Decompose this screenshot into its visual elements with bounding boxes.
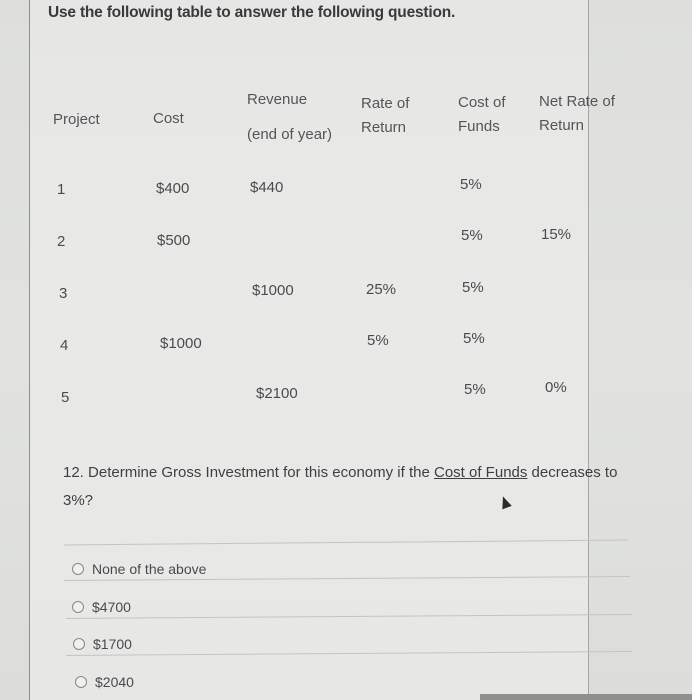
answer-option-1700[interactable] [73,636,132,652]
taskbar-edge [480,694,692,700]
radio-button-icon[interactable] [72,563,84,575]
radio-button-icon[interactable] [73,638,85,650]
answer-option-none-of-the-above[interactable] [72,561,206,577]
header-cof-line1: Cost of [458,94,506,111]
header-ror-line1: Rate of [361,95,410,112]
header-ror-line2: Return [361,119,407,136]
header-revenue-line1: Revenue [247,91,308,108]
cell-project: 1 [57,181,66,198]
option-label: $2040 [95,674,134,690]
cell-cost: $1000 [160,335,202,352]
cell-cost: $400 [156,180,190,197]
cell-revenue: $440 [250,179,284,196]
cell-revenue: $2100 [256,385,298,402]
cost-of-funds-term: Cost of Funds [434,464,528,481]
question-prefix: 12. Determine Gross Investment for this economy if the [63,464,434,481]
radio-button-icon[interactable] [72,601,84,613]
cell-cost-of-funds: 5% [461,227,483,244]
cell-project: 2 [57,233,66,250]
header-project: Project [53,111,100,128]
header-revenue-line2: (end of year) [247,126,333,143]
cell-project: 3 [59,285,68,302]
cell-project: 5 [61,389,70,406]
option-label: $4700 [92,599,131,615]
cell-rate-of-return: 5% [367,332,389,349]
cell-net-rate-of-return: 15% [541,226,572,243]
cell-net-rate-of-return: 0% [545,379,567,396]
option-label: $1700 [93,636,132,652]
cell-rate-of-return: 25% [366,281,397,298]
cell-cost-of-funds: 5% [462,279,484,296]
cell-cost: $500 [157,232,191,249]
option-label: None of the above [92,561,207,577]
question-suffix: decreases to 3%? [63,464,618,509]
cell-revenue: $1000 [252,282,294,299]
cell-cost-of-funds: 5% [464,381,486,398]
instructions-text: Use the following table to answer the following question. [48,4,456,21]
header-cost: Cost [153,110,184,127]
header-nror-line1: Net Rate of [539,93,615,110]
cell-cost-of-funds: 5% [463,330,485,347]
radio-button-icon[interactable] [75,676,87,688]
header-cof-line2: Funds [458,118,500,135]
header-nror-line2: Return [539,117,585,134]
cell-project: 4 [60,337,69,354]
question-text [63,459,623,515]
answer-option-2040[interactable] [75,674,134,690]
answer-option-4700[interactable] [72,599,131,615]
cell-cost-of-funds: 5% [460,176,482,193]
